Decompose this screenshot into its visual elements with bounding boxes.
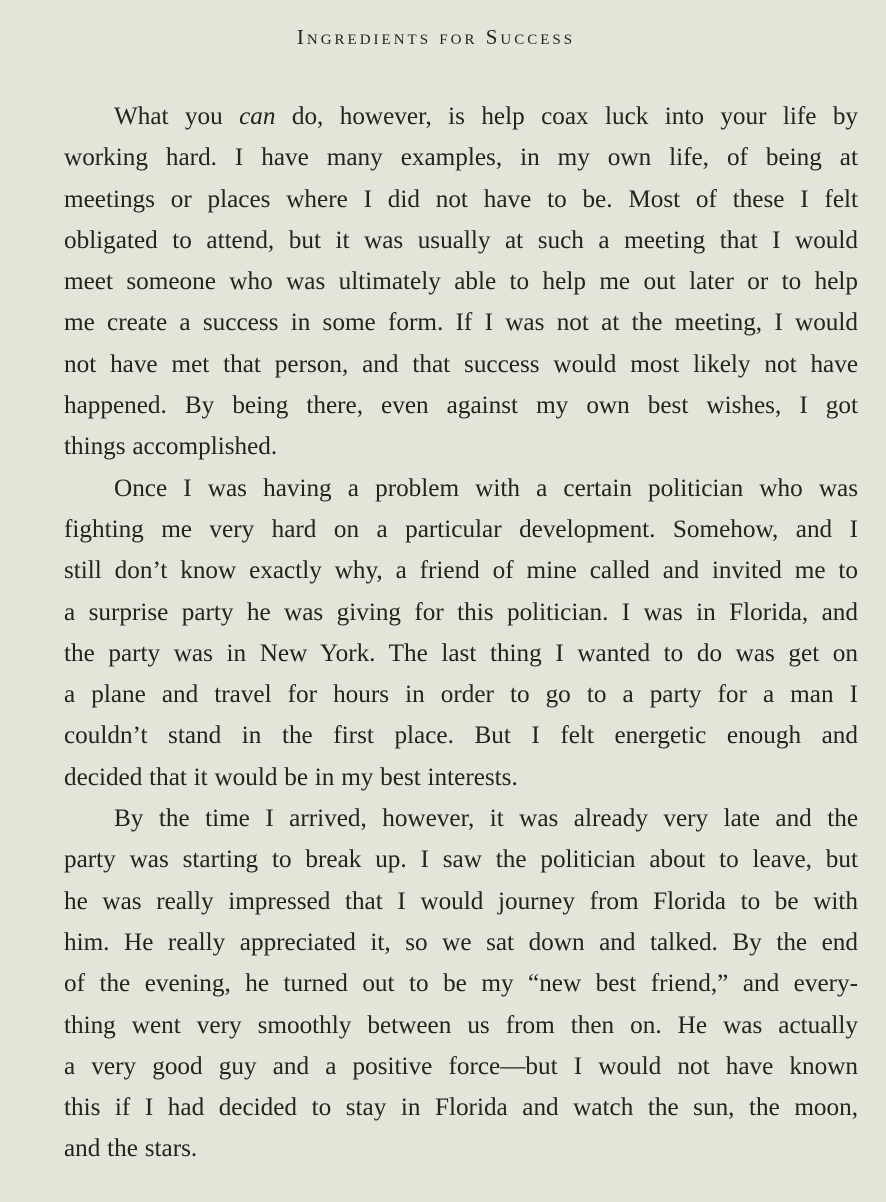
paragraph-3 xyxy=(14,798,858,1170)
text-line: working hard. I have many examples, in my own life, of being at xyxy=(64,144,858,172)
text-line: a surprise party he was giving for this politician. I was in Florida, and xyxy=(64,598,858,626)
text-line: a plane and travel for hours in order to go to a party for a man I xyxy=(64,681,858,709)
text-line: still don’t know exactly why, a friend of mine called and invited me to xyxy=(64,557,858,585)
text-line: this if I had decided to stay in Florida and watch the sun, the moon, xyxy=(64,1094,858,1122)
text-line: decided that it would be in my best interests. xyxy=(64,763,518,791)
text-line: thing went very smoothly between us from then on. He was actually xyxy=(64,1011,858,1039)
text-line: By the time I arrived, however, it was already very late and the xyxy=(114,805,858,833)
emphasis: can xyxy=(239,103,276,130)
paragraph-1 xyxy=(14,96,858,468)
text-line: not have met that person, and that success would most likely not have xyxy=(64,350,858,378)
text-line: he was really impressed that I would journey from Florida to be with xyxy=(64,887,858,915)
text-line: things accomplished. xyxy=(64,433,278,461)
text-line: the party was in New York. The last thing I wanted to do was get on xyxy=(64,639,858,667)
text-line: meetings or places where I did not have to be. Most of these I felt xyxy=(64,185,858,213)
text-line: obligated to attend, but it was usually at such a meeting that I would xyxy=(64,226,858,254)
text-line: What you can do, however, is help coax luck into your life by xyxy=(114,103,859,130)
text-line: party was starting to break up. I saw the politician about to leave, but xyxy=(64,846,858,874)
running-head: Ingredients for Success xyxy=(296,25,576,49)
text-line: happened. By being there, even against my own best wishes, I got xyxy=(64,392,858,420)
text-line: a very good guy and a positive force—but I would not have known xyxy=(64,1052,858,1080)
paragraph-2 xyxy=(14,468,858,798)
text-line: Once I was having a problem with a certain politician who was xyxy=(114,474,858,502)
text-line: couldn’t stand in the first place. But I felt energetic enough and xyxy=(64,722,858,750)
text-line: him. He really appreciated it, so we sat down and talked. By the end xyxy=(64,928,858,956)
text-line: and the stars. xyxy=(64,1135,198,1163)
text-line: me create a success in some form. If I was not at the meeting, I would xyxy=(64,309,858,337)
text-line: of the evening, he turned out to be my “new best friend,” and every- xyxy=(64,970,858,998)
text-line: fighting me very hard on a particular development. Somehow, and I xyxy=(64,515,858,543)
text-line: meet someone who was ultimately able to help me out later or to help xyxy=(64,268,858,296)
